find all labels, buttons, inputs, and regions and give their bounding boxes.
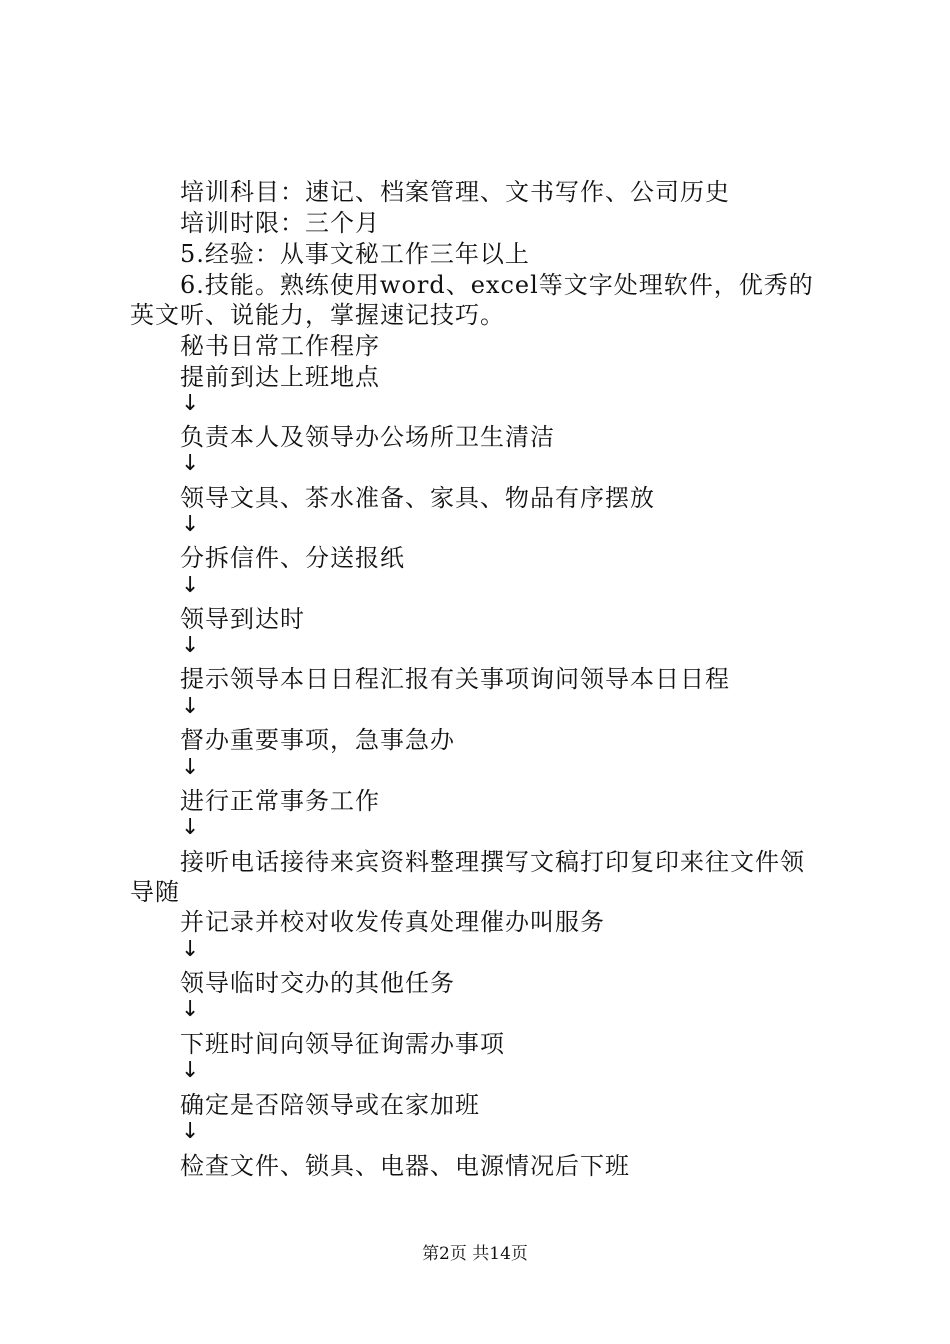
down-arrow-icon: ↓: [181, 1119, 200, 1144]
training-duration-line: 培训时限：三个月: [180, 209, 380, 237]
down-arrow-icon: ↓: [181, 633, 200, 658]
step-8: 进行正常事务工作: [180, 787, 380, 815]
step-11: 领导临时交办的其他任务: [180, 969, 455, 997]
step-12: 下班时间向领导征询需办事项: [180, 1030, 505, 1058]
training-subjects-line: 培训科目：速记、档案管理、文书写作、公司历史: [180, 178, 730, 206]
step-13: 确定是否陪领导或在家加班: [180, 1091, 480, 1119]
step-3: 领导文具、茶水准备、家具、物品有序摆放: [180, 484, 655, 512]
step-6: 提示领导本日日程汇报有关事项询问领导本日日程: [180, 665, 730, 693]
down-arrow-icon: ↓: [181, 573, 200, 598]
down-arrow-icon: ↓: [181, 755, 200, 780]
step-9: 接听电话接待来宾资料整理撰写文稿打印复印来往文件领: [180, 848, 805, 876]
down-arrow-icon: ↓: [181, 1058, 200, 1083]
down-arrow-icon: ↓: [181, 451, 200, 476]
down-arrow-icon: ↓: [181, 997, 200, 1022]
step-7: 督办重要事项，急事急办: [180, 726, 455, 754]
step-5: 领导到达时: [180, 605, 305, 633]
step-1: 提前到达上班地点: [180, 363, 380, 391]
down-arrow-icon: ↓: [181, 937, 200, 962]
down-arrow-icon: ↓: [181, 815, 200, 840]
experience-line: 5.经验：从事文秘工作三年以上: [180, 240, 530, 268]
skills-line: 6.技能。熟练使用word、excel等文字处理软件，优秀的: [180, 271, 814, 299]
step-9-continued: 导随: [130, 878, 180, 906]
down-arrow-icon: ↓: [181, 391, 200, 416]
step-4: 分拆信件、分送报纸: [180, 544, 405, 572]
down-arrow-icon: ↓: [181, 694, 200, 719]
step-2: 负责本人及领导办公场所卫生清洁: [180, 423, 555, 451]
down-arrow-icon: ↓: [181, 512, 200, 537]
procedure-heading: 秘书日常工作程序: [180, 332, 380, 360]
skills-line-continued: 英文听、说能力，掌握速记技巧。: [130, 301, 505, 329]
step-10: 并记录并校对收发传真处理催办叫服务: [180, 908, 605, 936]
page-number: 第2页 共14页: [422, 1244, 528, 1264]
step-14: 检查文件、锁具、电器、电源情况后下班: [180, 1152, 630, 1180]
